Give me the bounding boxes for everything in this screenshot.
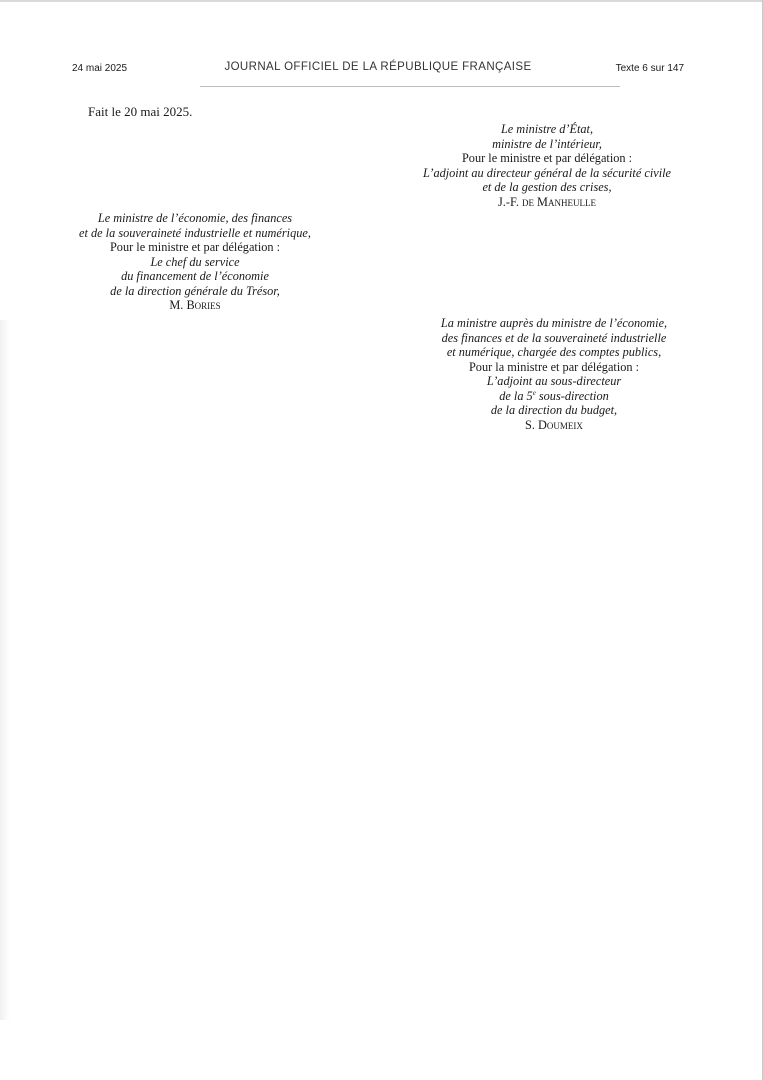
signature-title: Le ministre de l’économie, des finances (97, 211, 293, 225)
signature-title: et numérique, chargée des comptes publics, (446, 345, 662, 359)
signature-title: La ministre auprès du ministre de l’économie, (440, 316, 668, 330)
signature-role: et de la gestion des crises, (482, 180, 612, 194)
signatory-surname: Bories (186, 298, 221, 312)
signature-role: L’adjoint au directeur général de la sécurité civile (422, 165, 672, 180)
signature-block-interieur (402, 122, 692, 209)
signature-block-economie (60, 211, 330, 313)
signatory-name (418, 418, 690, 433)
signatory-name (402, 195, 692, 210)
signature-block-comptes-publics (418, 316, 690, 432)
signature-delegation: Pour la ministre et par délégation : (468, 359, 640, 374)
signature-delegation: Pour le ministre et par délégation : (109, 240, 281, 254)
header-journal-title: JOURNAL OFFICIEL DE LA RÉPUBLIQUE FRANÇAISE (224, 61, 532, 73)
signatory-name (60, 298, 330, 313)
role-text: sous-direction (535, 388, 609, 403)
signature-role: de la direction du budget, (490, 403, 618, 417)
header-text-reference: Texte 6 sur 147 (615, 63, 684, 74)
signatory-surname: Doumeix (538, 417, 583, 432)
signature-title: des finances et de la souveraineté industrielle (441, 330, 667, 345)
signatory-initials: S. (525, 417, 539, 432)
signature-title: et de la souveraineté industrielle et numérique, (79, 225, 311, 240)
signature-delegation: Pour le ministre et par délégation : (461, 151, 633, 165)
scan-top-edge (0, 0, 763, 2)
signature-role: du financement de l’économie (121, 269, 269, 283)
superscript-e: e (532, 388, 536, 397)
signature-title: Le ministre d’État, (500, 122, 594, 136)
page-header (72, 61, 684, 77)
signature-role: Le chef du service (150, 254, 240, 269)
header-date: 24 mai 2025 (72, 63, 128, 74)
scan-left-shadow (0, 320, 10, 1020)
signatory-initials: M. (169, 298, 187, 312)
signature-title: ministre de l’intérieur, (492, 136, 602, 151)
signature-role: L’adjoint au sous-directeur (486, 374, 622, 388)
fait-le-date: Fait le 20 mai 2025. (88, 104, 193, 119)
signature-role (418, 389, 690, 404)
signatory-surname: de Manheulle (521, 194, 596, 209)
header-rule (200, 86, 620, 87)
role-text: de la 5 (499, 388, 533, 403)
signatory-initials: J.-F. (498, 194, 522, 209)
signature-role: de la direction générale du Trésor, (110, 283, 280, 298)
